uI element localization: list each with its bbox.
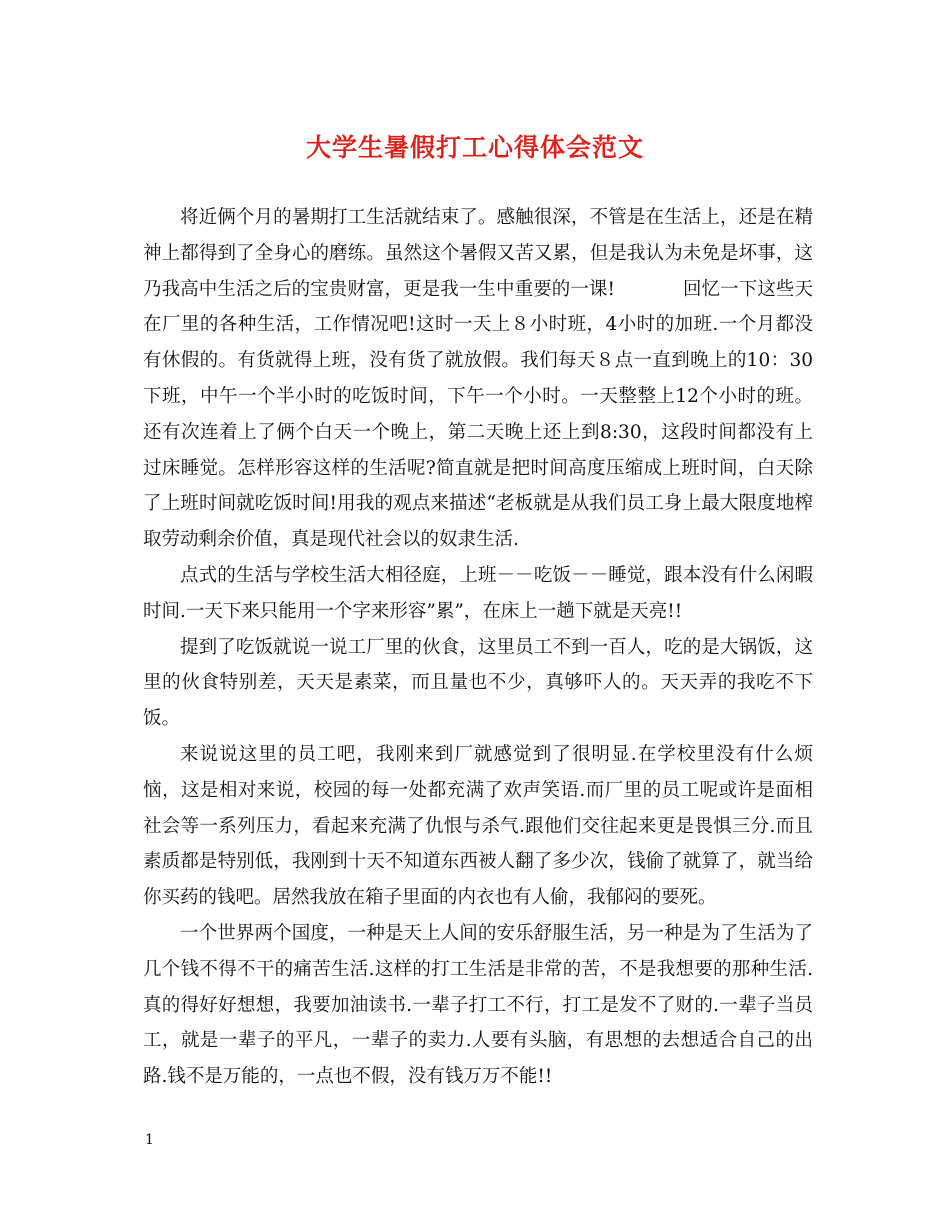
paragraph-text: 回忆一下这些天在厂里的各种生活，工作情况吧!这时一天上８小时班，4小时的加班.一个月都没有休假的。有货就得上班，没有货了就放假。我们每天８点一直到晚上的10：30下班，中午一个半小时的吃饭时间，下午一个小时。一天整整上12个小时的班。还有次连着上了俩个白天一个晚上，第二天晚上还上到8:30，这段时间都没有上过床睡觉。怎样形容这样的生活呢?简直就是把时间高度压缩成上班时间，白天除了上班时间就吃饭时间!用我的观点来描述“老板就是从我们员工身上最大限度地榨取劳动剩余价值，真是现代社会以的奴隶生活. (143, 278, 813, 551)
document-body (143, 200, 813, 1095)
paragraph: 提到了吃饭就说一说工厂里的伙食，这里员工不到一百人，吃的是大锅饭，这里的伙食特别差，天天是素菜，而且量也不少，真够吓人的。天天弄的我吃不下饭。 (143, 636, 813, 730)
document-title: 大学生暑假打工心得体会范文 (305, 133, 644, 162)
paragraph-text: 将近俩个月的暑期打工生活就结束了。感触很深，不管是在生活上，还是在精神上都得到了全身心的磨练。虽然这个暑假又苦又累，但是我认为未免是坏事，这乃我高中生活之后的宝贵财富，更是我一生中重要的一课! (143, 207, 813, 300)
paragraph: 点式的生活与学校生活大相径庭，上班－－吃饭－－睡觉，跟本没有什么闲暇时间.一天下来只能用一个字来形容”累”，在床上一趟下就是天亮!! (143, 564, 813, 622)
page-number: 1 (145, 1132, 154, 1148)
paragraph (143, 200, 813, 558)
paragraph: 一个世界两个国度，一种是天上人间的安乐舒服生活，另一种是为了生活为了几个钱不得不干的痛苦生活.这样的打工生活是非常的苦，不是我想要的那种生活.真的得好好想想，我要加油读书.一辈子打工不行，打工是发不了财的.一辈子当员工，就是一辈子的平凡，一辈子的卖力.人要有头脑，有思想的去想适合自己的出路.钱不是万能的，一点也不假，没有钱万万不能!! (143, 922, 813, 1088)
paragraph: 来说说这里的员工吧，我刚来到厂就感觉到了很明显.在学校里没有什么烦恼，这是相对来说，校园的每一处都充满了欢声笑语.而厂里的员工呢或许是面相社会等一系列压力，看起来充满了仇恨与杀气.跟他们交往起来更是畏惧三分.而且素质都是特别低，我刚到十天不知道东西被人翻了多少次，钱偷了就算了，就当给你买药的钱吧。居然我放在箱子里面的内衣也有人偷，我郁闷的要死。 (143, 743, 813, 909)
